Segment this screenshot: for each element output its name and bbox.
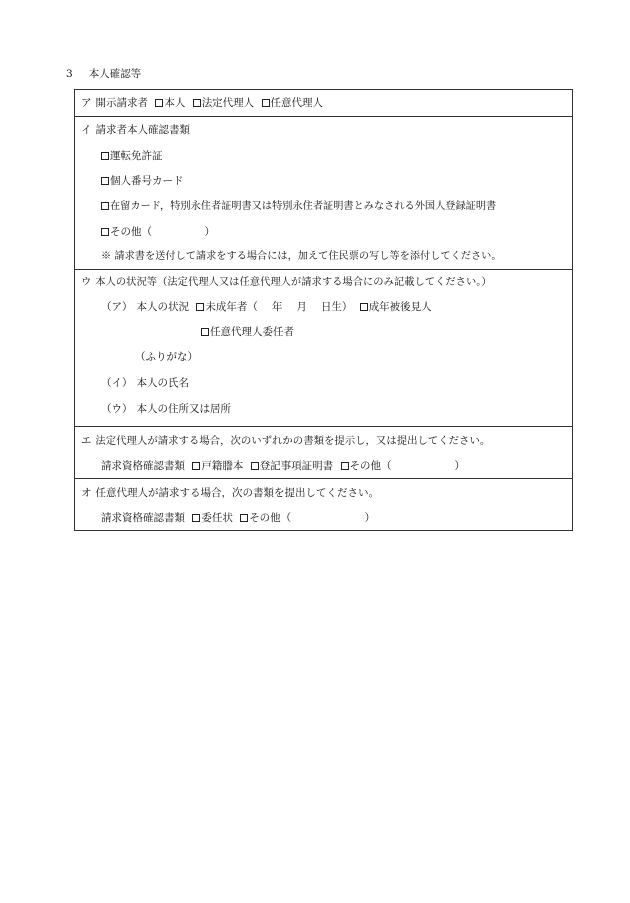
row-principal-status [75, 270, 572, 427]
voluntary-agent-instruction: 任意代理人が請求する場合，次の書類を提出してください。 [95, 487, 379, 499]
furigana-label: （ふりがな） [135, 351, 198, 363]
option-label: 法定代理人 [201, 97, 255, 109]
option-label: 本人 [164, 97, 186, 109]
principal-address-label: 本人の住所又は居所 [136, 403, 231, 415]
row-voluntary-agent-documents [75, 479, 572, 530]
option-label: 任意代理人委任者 [210, 326, 294, 338]
option-label: 運転免許証 [110, 150, 163, 162]
row-prefix: ウ [81, 276, 92, 288]
legal-agent-instruction: 法定代理人が請求する場合，次のいずれかの書類を提示し，又は提出してください。 [95, 435, 491, 447]
row-requester [75, 90, 572, 117]
option-label: 戸籍謄本 [201, 460, 244, 472]
option-label: 未成年者（ [205, 301, 258, 313]
checkbox-family-register[interactable] [192, 462, 200, 470]
row-prefix: ア [81, 97, 92, 109]
checkbox-my-number-card[interactable] [101, 177, 109, 185]
month-label: 月 [296, 301, 307, 313]
checkbox-other-legal[interactable] [341, 462, 349, 470]
id-documents-label: 請求者本人確認書類 [95, 124, 190, 136]
identity-verification-form [74, 89, 573, 531]
checkbox-power-of-attorney[interactable] [192, 514, 200, 522]
section-title: 本人確認等 [88, 68, 142, 80]
row-prefix: オ [81, 487, 92, 499]
checkbox-residence-card[interactable] [101, 202, 109, 210]
sub-index: （ウ） [101, 403, 133, 415]
principal-condition-label: 本人の状況 [136, 301, 189, 313]
row-prefix: エ [81, 435, 92, 447]
checkbox-registry-certificate[interactable] [251, 462, 259, 470]
checkbox-voluntary-agent[interactable] [262, 99, 270, 107]
option-label: 個人番号カード [110, 175, 184, 187]
option-label: 成年被後見人 [368, 301, 432, 313]
qualification-documents-label: 請求資格確認書類 [101, 512, 185, 524]
option-label: 任意代理人 [270, 97, 324, 109]
checkbox-minor[interactable] [196, 303, 204, 311]
sub-index: （イ） [101, 377, 133, 389]
option-label: その他（ ） [349, 460, 466, 472]
checkbox-adult-ward[interactable] [360, 303, 368, 311]
principal-status-label: 本人の状況等（法定代理人又は任意代理人が請求する場合にのみ記載してください。） [95, 276, 492, 288]
mail-note: ※ 請求書を送付して請求をする場合には，加えて住民票の写し等を添付してください。 [101, 251, 502, 262]
section-heading [66, 66, 141, 81]
year-label: 年 [271, 301, 283, 313]
row-prefix: イ [81, 124, 92, 136]
section-number: 3 [66, 68, 73, 80]
checkbox-legal-agent[interactable] [193, 99, 201, 107]
checkbox-drivers-license[interactable] [101, 152, 109, 160]
option-label: その他（ ） [249, 512, 376, 524]
checkbox-other-id[interactable] [101, 228, 109, 236]
option-label: 委任状 [201, 512, 233, 524]
option-label: その他（ ） [110, 226, 215, 238]
checkbox-principal-of-agent[interactable] [201, 328, 209, 336]
requester-label: 開示請求者 [95, 97, 148, 109]
checkbox-self[interactable] [155, 99, 163, 107]
day-born-label: 日生） [320, 301, 353, 313]
row-legal-agent-documents [75, 427, 572, 479]
checkbox-other-voluntary[interactable] [240, 514, 248, 522]
row-id-documents [75, 117, 572, 270]
option-label: 在留カード，特別永住者証明書又は特別永住者証明書とみなされる外国人登録証明書 [110, 201, 497, 212]
principal-name-label: 本人の氏名 [136, 377, 189, 389]
qualification-documents-label: 請求資格確認書類 [101, 460, 185, 472]
option-label: 登記事項証明書 [259, 460, 334, 472]
sub-index: （ア） [101, 301, 133, 313]
